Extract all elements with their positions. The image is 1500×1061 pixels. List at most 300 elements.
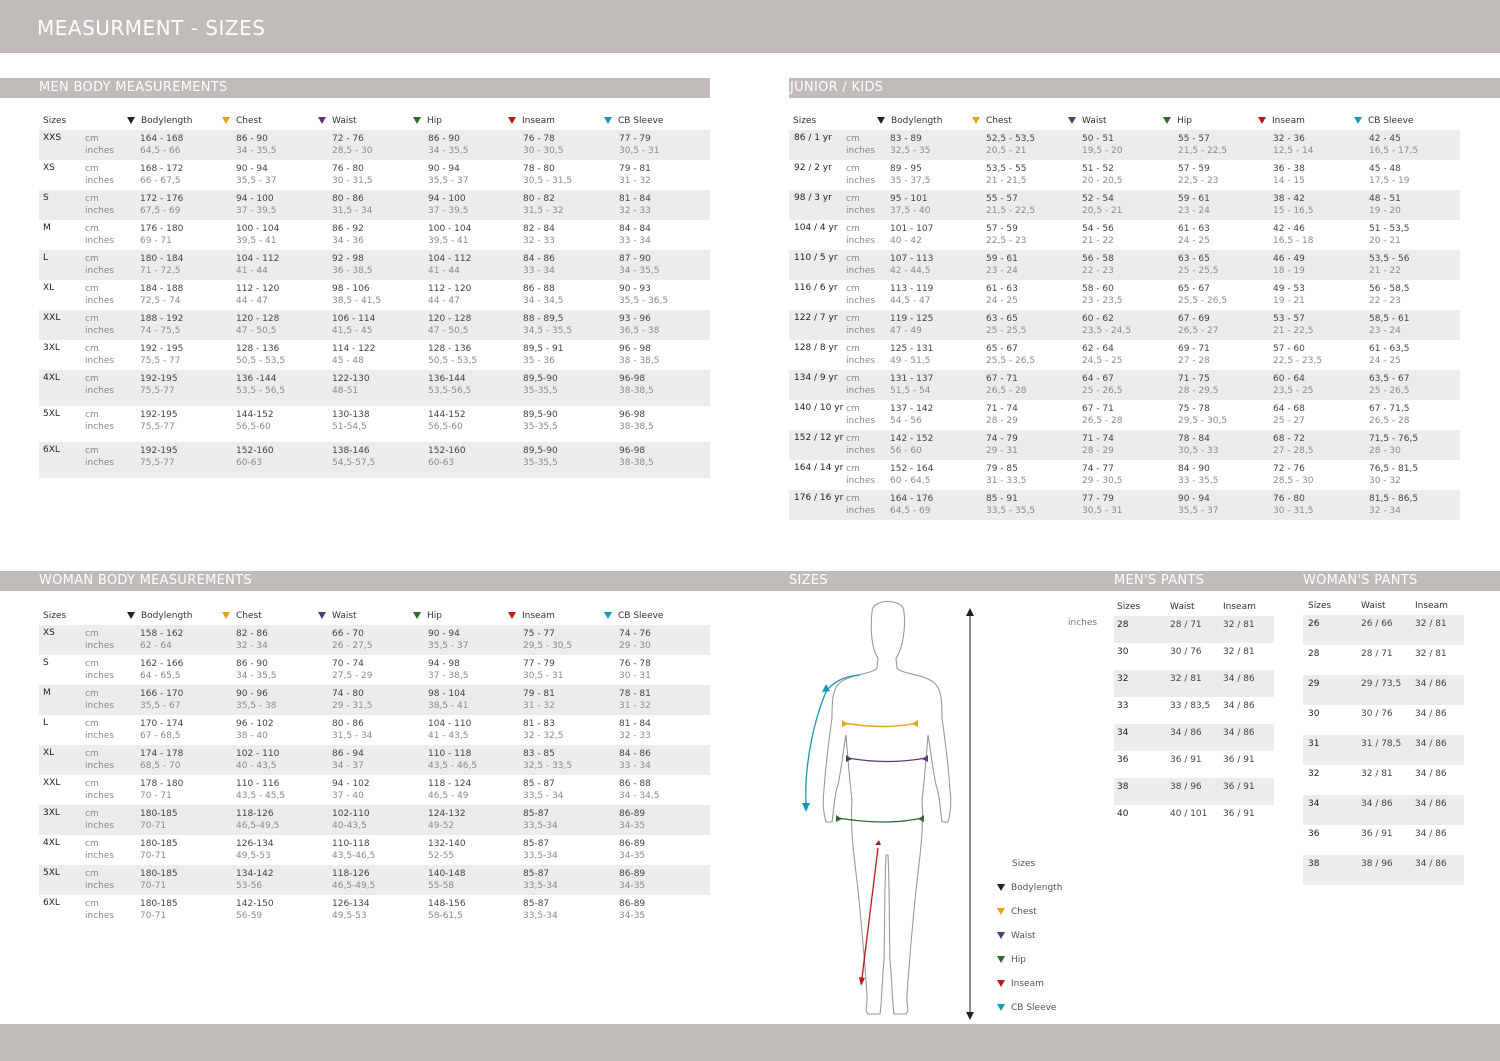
- cell-in-inches: 34,5 - 35,5: [523, 326, 573, 336]
- cell-wa-inches: 49,5-53: [332, 911, 367, 921]
- cell-sl-cm: 81,5 - 86,5: [1369, 494, 1419, 504]
- cell-hi-inches: 30,5 - 33: [1178, 446, 1219, 456]
- cell-bl-cm: 131 - 137: [890, 374, 934, 384]
- cell-bl-cm: 164 - 168: [140, 134, 184, 144]
- size-label: XXL: [43, 313, 61, 323]
- size-label: XS: [43, 628, 55, 638]
- cell-in-inches: 33,5-34: [523, 851, 558, 861]
- cell-bl-cm: 89 - 95: [890, 164, 922, 174]
- cell-wa-inches: 28 - 29: [1082, 446, 1114, 456]
- cell-wa-inches: 26 - 27,5: [332, 641, 373, 651]
- cell-sl-cm: 61 - 63,5: [1369, 344, 1410, 354]
- legend-item-waist: Waist: [997, 931, 1036, 941]
- pants-cell: 34: [1308, 799, 1320, 809]
- unit-inches: inches: [846, 506, 876, 516]
- cell-in-inches: 30 - 31,5: [1273, 506, 1314, 516]
- hip-triangle-icon: [413, 117, 421, 124]
- cell-in-inches: 25 - 27: [1273, 416, 1305, 426]
- cell-ch-cm: 86 - 90: [236, 659, 268, 669]
- cell-ch-cm: 118-126: [236, 809, 274, 819]
- unit-inches: inches: [846, 146, 876, 156]
- cell-ch-inches: 35,5 - 38: [236, 701, 277, 711]
- pants-cell: 28: [1308, 649, 1320, 659]
- cell-hi-cm: 84 - 90: [1178, 464, 1210, 474]
- cell-sl-cm: 81 - 84: [619, 719, 651, 729]
- table-row: [39, 745, 710, 775]
- cell-hi-inches: 41 - 44: [428, 266, 460, 276]
- unit-inches: inches: [85, 641, 115, 651]
- cell-in-inches: 33,5-34: [523, 911, 558, 921]
- cell-bl-inches: 75,5-77: [140, 386, 175, 396]
- size-label: 86 / 1 yr: [794, 133, 832, 143]
- cell-wa-cm: 66 - 70: [332, 629, 364, 639]
- cell-in-inches: 16,5 - 18: [1273, 236, 1314, 246]
- cell-bl-inches: 37,5 - 40: [890, 206, 931, 216]
- cell-in-inches: 33,5-34: [523, 881, 558, 891]
- cell-sl-inches: 31 - 32: [619, 701, 651, 711]
- cell-ch-inches: 53,5 - 56,5: [236, 386, 286, 396]
- pants-cell: 32 / 81: [1361, 769, 1393, 779]
- cell-in-cm: 75 - 77: [523, 629, 555, 639]
- cell-bl-inches: 64,5 - 66: [140, 146, 181, 156]
- header-waist: Waist: [318, 116, 357, 126]
- cell-hi-inches: 55-58: [428, 881, 455, 891]
- pants-cell: 28: [1117, 620, 1129, 630]
- unit-cm: cm: [846, 254, 860, 264]
- pants-row: [1114, 670, 1274, 697]
- pants-header: [1114, 602, 1274, 616]
- cell-wa-inches: 30 - 31,5: [332, 176, 373, 186]
- pants-cell: 34 / 86: [1415, 769, 1447, 779]
- cell-ch-inches: 25 - 25,5: [986, 326, 1027, 336]
- cell-in-cm: 85-87: [523, 839, 550, 849]
- cell-in-cm: 89,5-90: [523, 410, 558, 420]
- cell-ch-cm: 61 - 63: [986, 284, 1018, 294]
- cell-sl-cm: 45 - 48: [1369, 164, 1401, 174]
- cell-hi-cm: 61 - 63: [1178, 224, 1210, 234]
- bodylength-triangle-icon: [997, 884, 1005, 891]
- pants-cell: 34 / 86: [1415, 709, 1447, 719]
- unit-inches: inches: [85, 146, 115, 156]
- cell-sl-inches: 33 - 34: [619, 236, 651, 246]
- bodylength-triangle-icon: [127, 117, 135, 124]
- unit-inches: inches: [85, 458, 115, 468]
- cell-sl-inches: 30 - 31: [619, 671, 651, 681]
- cell-bl-inches: 32,5 - 35: [890, 146, 931, 156]
- table-row: [789, 220, 1460, 250]
- cell-wa-inches: 46,5-49,5: [332, 881, 376, 891]
- size-label: 116 / 6 yr: [794, 283, 838, 293]
- pants-cell: 34 / 86: [1170, 728, 1202, 738]
- pants-cell: 34 / 86: [1223, 728, 1255, 738]
- cell-ch-inches: 56,5-60: [236, 422, 271, 432]
- bodylength-triangle-icon: [127, 612, 135, 619]
- cell-sl-inches: 30 - 32: [1369, 476, 1401, 486]
- table-row: [39, 406, 710, 442]
- unit-cm: cm: [85, 869, 99, 879]
- cell-bl-cm: 180-185: [140, 839, 178, 849]
- table-row: [39, 685, 710, 715]
- cell-bl-inches: 67 - 68,5: [140, 731, 181, 741]
- cell-in-inches: 23,5 - 25: [1273, 386, 1314, 396]
- cell-in-cm: 72 - 76: [1273, 464, 1305, 474]
- unit-inches: inches: [85, 761, 115, 771]
- cell-wa-cm: 70 - 74: [332, 659, 364, 669]
- cell-sl-cm: 93 - 96: [619, 314, 651, 324]
- cell-hi-cm: 104 - 112: [428, 254, 472, 264]
- cell-sl-cm: 76,5 - 81,5: [1369, 464, 1419, 474]
- cb-sleeve-triangle-icon: [604, 117, 612, 124]
- table-row: [39, 805, 710, 835]
- cell-in-inches: 28,5 - 30: [1273, 476, 1314, 486]
- pants-cell: 30 / 76: [1361, 709, 1393, 719]
- cell-wa-inches: 48-51: [332, 386, 359, 396]
- size-label: L: [43, 718, 49, 728]
- cell-bl-inches: 40 - 42: [890, 236, 922, 246]
- unit-cm: cm: [85, 779, 99, 789]
- unit-cm: cm: [846, 314, 860, 324]
- cell-hi-inches: 35,5 - 37: [428, 176, 469, 186]
- table-row: [39, 130, 710, 160]
- table-row: [789, 250, 1460, 280]
- unit-inches: inches: [85, 296, 115, 306]
- header-sizes: Sizes: [43, 116, 67, 126]
- cell-sl-cm: 51 - 53,5: [1369, 224, 1410, 234]
- cell-bl-inches: 72,5 - 74: [140, 296, 181, 306]
- header-sizes: Sizes: [793, 116, 817, 126]
- cell-wa-inches: 41,5 - 45: [332, 326, 373, 336]
- cell-hi-inches: 49-52: [428, 821, 455, 831]
- pants-cell: 34 / 86: [1415, 679, 1447, 689]
- cb-sleeve-marker: [806, 675, 860, 805]
- cell-hi-inches: 22,5 - 23: [1178, 176, 1219, 186]
- cell-hi-inches: 35,5 - 37: [1178, 506, 1219, 516]
- chest-triangle-icon: [222, 612, 230, 619]
- cell-sl-cm: 84 - 84: [619, 224, 651, 234]
- cell-in-cm: 86 - 88: [523, 284, 555, 294]
- cell-hi-inches: 50,5 - 53,5: [428, 356, 478, 366]
- cell-bl-inches: 56 - 60: [890, 446, 922, 456]
- sizes-section-title: SIZES: [789, 573, 828, 588]
- unit-inches: inches: [85, 422, 115, 432]
- cell-in-cm: 85-87: [523, 809, 550, 819]
- cell-wa-inches: 30,5 - 31: [1082, 506, 1123, 516]
- cell-ch-cm: 57 - 59: [986, 224, 1018, 234]
- cell-bl-inches: 35,5 - 67: [140, 701, 181, 711]
- pants-header-cell: Waist: [1361, 601, 1386, 611]
- size-label: S: [43, 193, 49, 203]
- cell-ch-inches: 41 - 44: [236, 266, 268, 276]
- cell-wa-inches: 37 - 40: [332, 791, 364, 801]
- header-waist: Waist: [318, 611, 357, 621]
- pants-cell: 34 / 86: [1223, 701, 1255, 711]
- cb-sleeve-triangle-icon: [604, 612, 612, 619]
- cell-bl-cm: 192-195: [140, 446, 178, 456]
- cell-in-cm: 36 - 38: [1273, 164, 1305, 174]
- mens-pants-unit: inches: [1068, 618, 1098, 628]
- cell-bl-inches: 47 - 49: [890, 326, 922, 336]
- cell-hi-inches: 21,5 - 22,5: [1178, 146, 1228, 156]
- cell-sl-cm: 53,5 - 56: [1369, 254, 1410, 264]
- header-chest: Chest: [222, 611, 262, 621]
- cell-in-cm: 89,5-90: [523, 374, 558, 384]
- pants-cell: 38 / 96: [1170, 782, 1202, 792]
- cell-ch-cm: 96 - 102: [236, 719, 274, 729]
- size-label: 92 / 2 yr: [794, 163, 832, 173]
- cell-ch-cm: 152-160: [236, 446, 274, 456]
- table-row: [39, 340, 710, 370]
- cell-ch-cm: 79 - 85: [986, 464, 1018, 474]
- men-section-title: MEN BODY MEASUREMENTS: [39, 80, 228, 95]
- cell-hi-inches: 33 - 35,5: [1178, 476, 1219, 486]
- pants-row: [1114, 805, 1274, 832]
- cell-hi-cm: 132-140: [428, 839, 466, 849]
- cell-ch-cm: 63 - 65: [986, 314, 1018, 324]
- cell-sl-cm: 90 - 93: [619, 284, 651, 294]
- cell-in-cm: 60 - 64: [1273, 374, 1305, 384]
- cell-wa-inches: 54,5-57,5: [332, 458, 376, 468]
- cell-bl-cm: 188 - 192: [140, 314, 184, 324]
- unit-cm: cm: [846, 284, 860, 294]
- cell-in-cm: 32 - 36: [1273, 134, 1305, 144]
- pants-row: [1114, 724, 1274, 751]
- cell-in-cm: 77 - 79: [523, 659, 555, 669]
- cell-hi-cm: 94 - 98: [428, 659, 460, 669]
- cell-wa-cm: 110-118: [332, 839, 370, 849]
- cell-hi-inches: 29,5 - 30,5: [1178, 416, 1228, 426]
- unit-inches: inches: [846, 176, 876, 186]
- cell-ch-cm: 120 - 128: [236, 314, 280, 324]
- chest-triangle-icon: [972, 117, 980, 124]
- table-row: [39, 160, 710, 190]
- cell-hi-inches: 60-63: [428, 458, 455, 468]
- cell-in-cm: 46 - 49: [1273, 254, 1305, 264]
- cell-bl-inches: 68,5 - 70: [140, 761, 181, 771]
- pants-header-cell: Waist: [1170, 602, 1195, 612]
- pants-cell: 32 / 81: [1415, 619, 1447, 629]
- unit-cm: cm: [846, 134, 860, 144]
- cell-ch-inches: 37 - 39,5: [236, 206, 277, 216]
- cell-bl-inches: 51,5 - 54: [890, 386, 931, 396]
- cell-in-cm: 85-87: [523, 899, 550, 909]
- pants-cell: 32 / 81: [1223, 620, 1255, 630]
- cell-in-inches: 33 - 34: [523, 266, 555, 276]
- unit-cm: cm: [85, 314, 99, 324]
- cell-in-cm: 85-87: [523, 869, 550, 879]
- cell-sl-inches: 38 - 38,5: [619, 356, 660, 366]
- unit-inches: inches: [85, 671, 115, 681]
- cell-wa-cm: 122-130: [332, 374, 370, 384]
- cell-sl-inches: 25 - 26,5: [1369, 386, 1410, 396]
- cell-sl-cm: 86-89: [619, 839, 646, 849]
- cell-in-cm: 89,5 - 91: [523, 344, 564, 354]
- cell-sl-cm: 58,5 - 61: [1369, 314, 1410, 324]
- cell-ch-cm: 86 - 90: [236, 134, 268, 144]
- men-section-bar: [0, 78, 710, 98]
- cell-bl-cm: 184 - 188: [140, 284, 184, 294]
- cell-in-cm: 82 - 84: [523, 224, 555, 234]
- size-label: 98 / 3 yr: [794, 193, 832, 203]
- table-row: [39, 895, 710, 925]
- size-label: XS: [43, 163, 55, 173]
- table-row: [39, 835, 710, 865]
- cell-hi-cm: 110 - 118: [428, 749, 472, 759]
- cell-in-cm: 53 - 57: [1273, 314, 1305, 324]
- cell-in-inches: 33,5-34: [523, 821, 558, 831]
- cell-in-cm: 88 - 89,5: [523, 314, 564, 324]
- cell-wa-cm: 130-138: [332, 410, 370, 420]
- cell-wa-inches: 26,5 - 28: [1082, 416, 1123, 426]
- cell-sl-cm: 79 - 81: [619, 164, 651, 174]
- cell-in-inches: 31,5 - 32: [523, 206, 564, 216]
- header-cb-sleeve: CB Sleeve: [604, 611, 663, 621]
- cell-ch-inches: 49,5-53: [236, 851, 271, 861]
- cell-wa-cm: 98 - 106: [332, 284, 370, 294]
- chest-marker: [844, 723, 916, 727]
- size-label: S: [43, 658, 49, 668]
- cell-ch-cm: 126-134: [236, 839, 274, 849]
- cell-wa-cm: 80 - 86: [332, 194, 364, 204]
- cell-ch-inches: 47 - 50,5: [236, 326, 277, 336]
- header-hip: Hip: [413, 116, 442, 126]
- pants-row: [1303, 825, 1464, 855]
- pants-cell: 34 / 86: [1361, 799, 1393, 809]
- pants-cell: 38 / 96: [1361, 859, 1393, 869]
- cell-hi-cm: 112 - 120: [428, 284, 472, 294]
- cell-hi-inches: 37 - 38,5: [428, 671, 469, 681]
- cell-in-inches: 33,5 - 34: [523, 791, 564, 801]
- cell-wa-inches: 36 - 38,5: [332, 266, 373, 276]
- cell-bl-cm: 137 - 142: [890, 404, 934, 414]
- cell-sl-cm: 76 - 78: [619, 659, 651, 669]
- cell-ch-cm: 136 -144: [236, 374, 277, 384]
- cell-wa-cm: 51 - 52: [1082, 164, 1114, 174]
- cell-sl-inches: 31 - 32: [619, 176, 651, 186]
- cell-sl-inches: 20 - 21: [1369, 236, 1401, 246]
- cell-in-inches: 15 - 16,5: [1273, 206, 1314, 216]
- pants-row: [1114, 697, 1274, 724]
- table-row: [39, 715, 710, 745]
- table-row: [789, 400, 1460, 430]
- cell-hi-inches: 27 - 28: [1178, 356, 1210, 366]
- cell-sl-inches: 29 - 30: [619, 641, 651, 651]
- cell-bl-cm: 95 - 101: [890, 194, 928, 204]
- cell-bl-cm: 125 - 131: [890, 344, 934, 354]
- cell-sl-inches: 32 - 34: [1369, 506, 1401, 516]
- pants-cell: 26: [1308, 619, 1320, 629]
- cell-hi-cm: 86 - 90: [428, 134, 460, 144]
- table-row: [789, 490, 1460, 520]
- table-row: [789, 190, 1460, 220]
- cell-wa-cm: 106 - 114: [332, 314, 376, 324]
- pants-row: [1114, 751, 1274, 778]
- pants-cell: 33 / 83,5: [1170, 701, 1211, 711]
- cell-wa-cm: 76 - 80: [332, 164, 364, 174]
- cell-sl-cm: 96-98: [619, 446, 646, 456]
- cell-wa-inches: 22 - 23: [1082, 266, 1114, 276]
- cell-wa-cm: 54 - 56: [1082, 224, 1114, 234]
- unit-inches: inches: [85, 266, 115, 276]
- cell-sl-inches: 23 - 24: [1369, 326, 1401, 336]
- size-label: 3XL: [43, 343, 60, 353]
- size-label: 164 / 14 yr: [794, 463, 844, 473]
- legend-title: Sizes: [1012, 859, 1036, 869]
- header-hip: Hip: [413, 611, 442, 621]
- cell-bl-inches: 64,5 - 69: [890, 506, 931, 516]
- cell-sl-cm: 96-98: [619, 374, 646, 384]
- cell-hi-inches: 41 - 43,5: [428, 731, 469, 741]
- pants-cell: 36: [1117, 755, 1129, 765]
- cell-wa-cm: 86 - 94: [332, 749, 364, 759]
- cell-wa-cm: 74 - 80: [332, 689, 364, 699]
- table-row: [789, 160, 1460, 190]
- cell-sl-inches: 38-38,5: [619, 386, 654, 396]
- header-bodylength: Bodylength: [127, 611, 192, 621]
- inseam-triangle-icon: [997, 980, 1005, 987]
- cell-ch-cm: 100 - 104: [236, 224, 280, 234]
- hip-marker: [838, 818, 922, 822]
- cell-wa-inches: 43,5-46,5: [332, 851, 376, 861]
- cell-hi-cm: 59 - 61: [1178, 194, 1210, 204]
- cell-bl-cm: 162 - 166: [140, 659, 184, 669]
- pants-row: [1303, 675, 1464, 705]
- cell-ch-cm: 65 - 67: [986, 344, 1018, 354]
- cell-in-inches: 30,5 - 31,5: [523, 176, 573, 186]
- cell-wa-inches: 20,5 - 21: [1082, 206, 1123, 216]
- legend-item-bodylength: Bodylength: [997, 883, 1062, 893]
- cell-ch-inches: 33,5 - 35,5: [986, 506, 1036, 516]
- inseam-triangle-icon: [1258, 117, 1266, 124]
- cell-ch-cm: 102 - 110: [236, 749, 280, 759]
- unit-cm: cm: [846, 404, 860, 414]
- pants-cell: 36: [1308, 829, 1320, 839]
- table-row: [39, 220, 710, 250]
- cell-sl-cm: 48 - 51: [1369, 194, 1401, 204]
- cell-wa-inches: 19,5 - 20: [1082, 146, 1123, 156]
- size-label: 104 / 4 yr: [794, 223, 838, 233]
- cell-in-cm: 78 - 80: [523, 164, 555, 174]
- header-cb-sleeve: CB Sleeve: [604, 116, 663, 126]
- pants-cell: 38: [1308, 859, 1320, 869]
- cell-hi-cm: 152-160: [428, 446, 466, 456]
- cell-sl-cm: 96 - 98: [619, 344, 651, 354]
- cell-hi-cm: 71 - 75: [1178, 374, 1210, 384]
- cell-hi-inches: 58-61,5: [428, 911, 463, 921]
- cell-sl-cm: 96-98: [619, 410, 646, 420]
- cell-wa-inches: 24,5 - 25: [1082, 356, 1123, 366]
- pants-cell: 34 / 86: [1415, 829, 1447, 839]
- cell-sl-cm: 74 - 76: [619, 629, 651, 639]
- cell-bl-inches: 70-71: [140, 881, 167, 891]
- cell-bl-inches: 75,5-77: [140, 458, 175, 468]
- cell-ch-cm: 82 - 86: [236, 629, 268, 639]
- table-row: [39, 865, 710, 895]
- pants-cell: 28 / 71: [1361, 649, 1393, 659]
- junior-section-title: JUNIOR / KIDS: [790, 80, 884, 95]
- cell-ch-cm: 142-150: [236, 899, 274, 909]
- page-title: MEASURMENT - SIZES: [37, 16, 266, 40]
- cell-wa-inches: 23,5 - 24,5: [1082, 326, 1132, 336]
- cell-wa-cm: 60 - 62: [1082, 314, 1114, 324]
- cell-bl-inches: 66 - 67,5: [140, 176, 181, 186]
- unit-cm: cm: [85, 839, 99, 849]
- cell-sl-inches: 35,5 - 36,5: [619, 296, 669, 306]
- pants-cell: 36 / 91: [1223, 755, 1255, 765]
- cell-hi-cm: 55 - 57: [1178, 134, 1210, 144]
- cell-wa-cm: 50 - 51: [1082, 134, 1114, 144]
- womans-pants-title: WOMAN'S PANTS: [1303, 573, 1418, 588]
- cell-bl-inches: 42 - 44,5: [890, 266, 931, 276]
